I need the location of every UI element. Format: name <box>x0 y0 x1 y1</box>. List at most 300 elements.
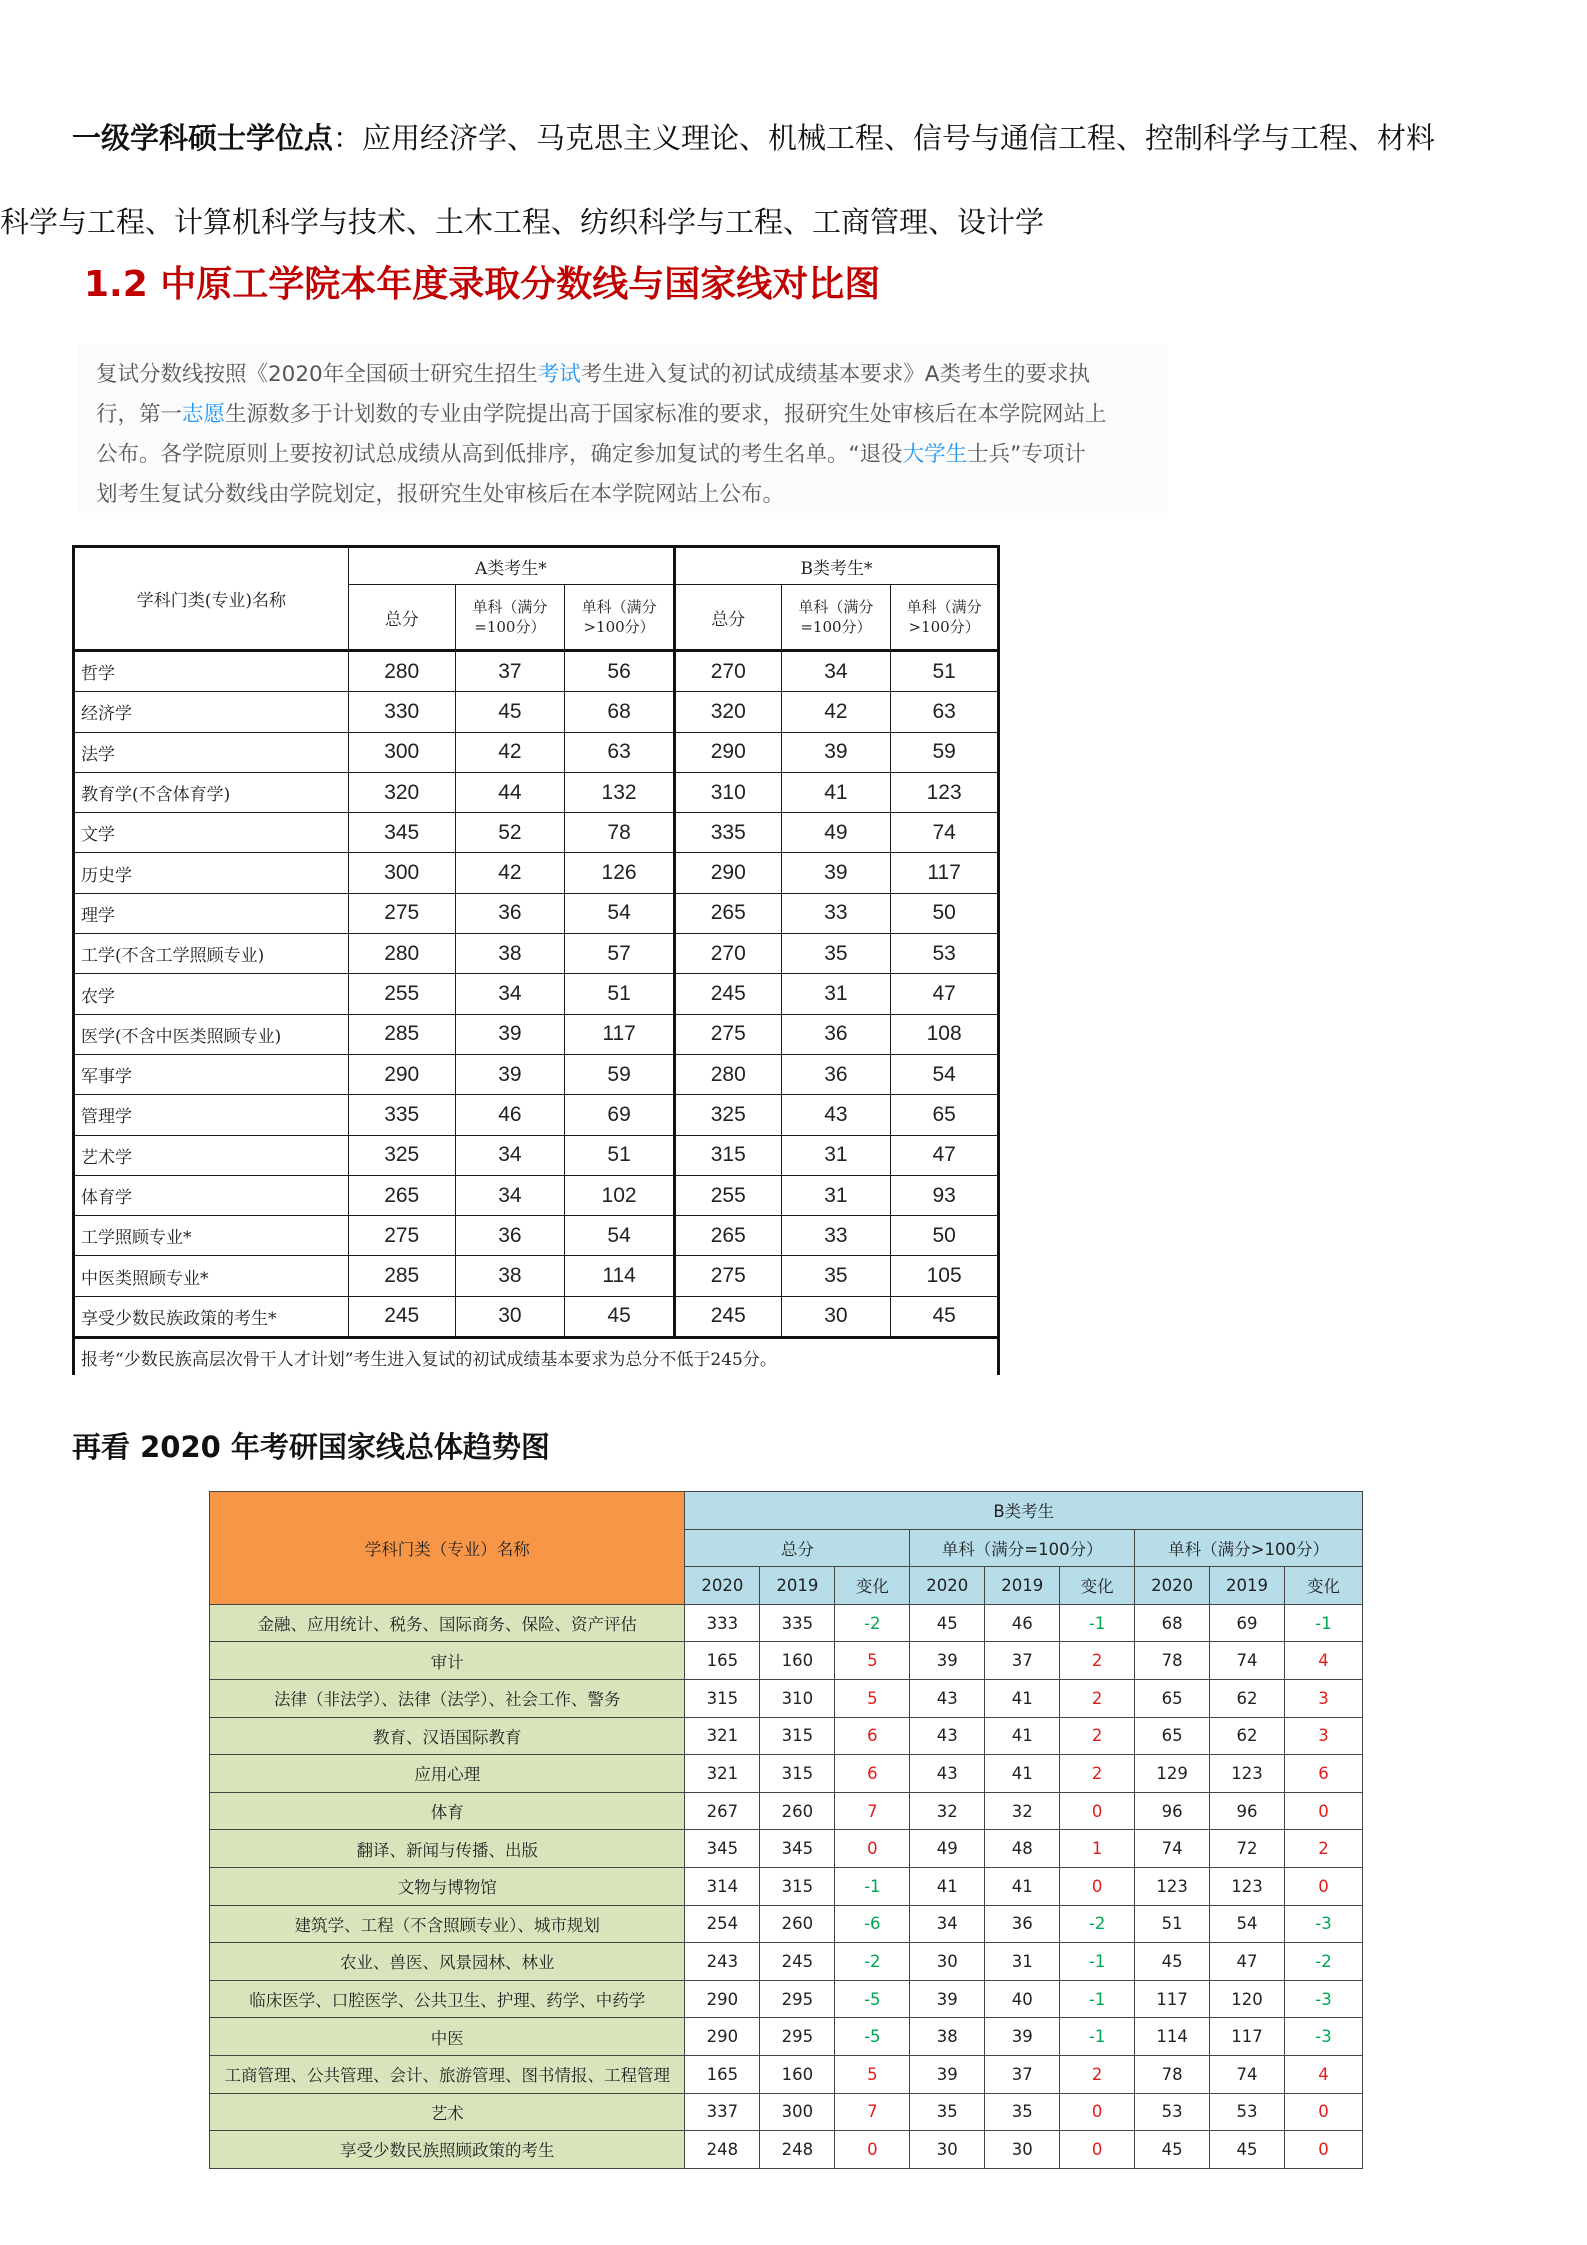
t2-cell-p19: 120 <box>1210 1980 1285 2018</box>
t1-row <box>74 1256 999 1296</box>
score-table-image <box>72 545 1000 1391</box>
t2-cell-p19: 123 <box>1210 1755 1285 1793</box>
t1-cell-a1: 300 <box>348 853 455 893</box>
t2-cell-p20: 74 <box>1135 1830 1210 1868</box>
t2-y2019: 2019 <box>760 1567 835 1605</box>
t2-cell-pc: 2 <box>1285 1830 1363 1868</box>
t1-cell-a2: 36 <box>455 1216 565 1256</box>
t2-change: 变化 <box>1285 1567 1363 1605</box>
t2-cell-p19: 96 <box>1210 1792 1285 1830</box>
t1-cell-b3: 105 <box>891 1256 999 1296</box>
t1-row <box>74 651 999 692</box>
t2-cell-pc: 4 <box>1285 1642 1363 1680</box>
t1-cell-a3: 68 <box>565 692 675 732</box>
t1-cell-b2: 31 <box>781 1175 891 1215</box>
t2-y2019: 2019 <box>985 1567 1060 1605</box>
t2-cell-t19: 260 <box>760 1792 835 1830</box>
t2-cell-sc: 2 <box>1060 2055 1135 2093</box>
t2-cell-s20: 43 <box>910 1755 985 1793</box>
t1-cell-b2: 33 <box>781 1216 891 1256</box>
t2-row <box>210 2131 1363 2169</box>
t2-cell-p20: 53 <box>1135 2093 1210 2131</box>
t2-row <box>210 1717 1363 1755</box>
t2-row <box>210 2018 1363 2056</box>
t2-cell-name: 教育、汉语国际教育 <box>210 1717 685 1755</box>
t2-cell-sc: -1 <box>1060 1604 1135 1642</box>
t1-cell-a1: 290 <box>348 1054 455 1094</box>
t2-cell-p19: 45 <box>1210 2131 1285 2169</box>
t2-cell-sc: 2 <box>1060 1717 1135 1755</box>
t1-sub-s100: 单科（满分=100分） <box>455 585 565 651</box>
t1-cell-name: 体育学 <box>74 1175 349 1215</box>
t1-cell-b1: 335 <box>674 813 781 853</box>
t2-cell-s19: 40 <box>985 1980 1060 2018</box>
t1-cell-a1: 285 <box>348 1014 455 1054</box>
t2-row <box>210 1679 1363 1717</box>
t2-row <box>210 1905 1363 1943</box>
t1-cell-name: 军事学 <box>74 1054 349 1094</box>
t2-cell-s20: 30 <box>910 2131 985 2169</box>
section-title: 1.2 中原工学院本年度录取分数线与国家线对比图 <box>84 264 881 305</box>
t2-cell-pc: -3 <box>1285 1980 1363 2018</box>
t1-cell-b1: 315 <box>674 1135 781 1175</box>
t2-cell-p19: 47 <box>1210 1943 1285 1981</box>
t1-cell-b2: 30 <box>781 1296 891 1337</box>
t1-cell-a2: 44 <box>455 772 565 812</box>
t2-cell-t19: 315 <box>760 1717 835 1755</box>
t2-cell-pc: -1 <box>1285 1604 1363 1642</box>
t2-cell-t19: 345 <box>760 1830 835 1868</box>
t2-cell-t19: 160 <box>760 2055 835 2093</box>
t2-y2020: 2020 <box>1135 1567 1210 1605</box>
t2-cell-pc: 0 <box>1285 2131 1363 2169</box>
t1-cell-b3: 53 <box>891 934 999 974</box>
t2-cell-pc: 0 <box>1285 2093 1363 2131</box>
t2-cell-t20: 165 <box>685 1642 760 1680</box>
t1-row <box>74 813 999 853</box>
t2-cell-p19: 53 <box>1210 2093 1285 2131</box>
intro-paragraph <box>0 96 1587 264</box>
t1-row <box>74 1095 999 1135</box>
t2-cell-s20: 39 <box>910 2055 985 2093</box>
t2-cell-t20: 345 <box>685 1830 760 1868</box>
t1-cell-a2: 39 <box>455 1014 565 1054</box>
t2-cell-tc: -1 <box>835 1867 910 1905</box>
t2-cell-name: 体育 <box>210 1792 685 1830</box>
t1-cell-a3: 78 <box>565 813 675 853</box>
t2-cell-s20: 39 <box>910 1980 985 2018</box>
t1-cell-b2: 39 <box>781 853 891 893</box>
t1-cell-b2: 36 <box>781 1014 891 1054</box>
t2-cell-p19: 74 <box>1210 1642 1285 1680</box>
t1-cell-b1: 270 <box>674 934 781 974</box>
t1-row <box>74 893 999 933</box>
t1-sub-s100p: 单科（满分>100分） <box>565 585 675 651</box>
t2-cell-tc: 6 <box>835 1755 910 1793</box>
t1-cell-a1: 280 <box>348 934 455 974</box>
t2-cell-name: 法律（非法学）、法律（法学）、社会工作、警务 <box>210 1679 685 1717</box>
t1-cell-b3: 123 <box>891 772 999 812</box>
t2-cell-name: 建筑学、工程（不含照顾专业）、城市规划 <box>210 1905 685 1943</box>
t1-cell-b2: 36 <box>781 1054 891 1094</box>
t1-cell-b2: 31 <box>781 1135 891 1175</box>
t2-group-s100: 单科（满分=100分） <box>910 1529 1135 1567</box>
t2-cell-t19: 310 <box>760 1679 835 1717</box>
t1-row <box>74 1296 999 1337</box>
t1-cell-name: 中医类照顾专业* <box>74 1256 349 1296</box>
t1-cell-b3: 63 <box>891 692 999 732</box>
t1-cell-a3: 63 <box>565 732 675 772</box>
t2-cell-p20: 78 <box>1135 2055 1210 2093</box>
t2-row <box>210 1943 1363 1981</box>
t1-sub-total-b: 总分 <box>674 585 781 651</box>
t1-cell-name: 工学照顾专业* <box>74 1216 349 1256</box>
t2-cell-p19: 72 <box>1210 1830 1285 1868</box>
trend-table-image <box>209 1491 1363 2169</box>
t1-cell-name: 理学 <box>74 893 349 933</box>
t2-cell-tc: 6 <box>835 1717 910 1755</box>
t2-cell-tc: 7 <box>835 2093 910 2131</box>
t2-cell-t19: 315 <box>760 1755 835 1793</box>
t2-cell-t20: 290 <box>685 1980 760 2018</box>
t2-cell-t20: 315 <box>685 1679 760 1717</box>
t2-cell-name: 应用心理 <box>210 1755 685 1793</box>
intro-label: 一级学科硕士学位点 <box>72 121 334 155</box>
t2-cell-s19: 39 <box>985 2018 1060 2056</box>
t2-row <box>210 1980 1363 2018</box>
t1-cell-a3: 45 <box>565 1296 675 1337</box>
t2-cell-sc: -1 <box>1060 1943 1135 1981</box>
t1-cell-a1: 275 <box>348 893 455 933</box>
t1-cell-a3: 54 <box>565 1216 675 1256</box>
t2-cell-s19: 37 <box>985 1642 1060 1680</box>
t2-cell-p20: 78 <box>1135 1642 1210 1680</box>
t2-cell-p19: 117 <box>1210 2018 1285 2056</box>
t1-cell-b3: 50 <box>891 893 999 933</box>
t2-cell-name: 临床医学、口腔医学、公共卫生、护理、药学、中药学 <box>210 1980 685 2018</box>
intro-line-2: 科学与工程、计算机科学与技术、土木工程、纺织科学与工程、工商管理、设计学 <box>0 205 1045 239</box>
t1-cell-name: 医学(不含中医类照顾专业) <box>74 1014 349 1054</box>
t2-cell-s20: 41 <box>910 1867 985 1905</box>
t1-cell-b3: 47 <box>891 1135 999 1175</box>
t2-cell-t20: 243 <box>685 1943 760 1981</box>
t2-cell-s20: 34 <box>910 1905 985 1943</box>
t2-cell-t19: 295 <box>760 1980 835 2018</box>
t2-cell-t19: 335 <box>760 1604 835 1642</box>
t1-cell-b3: 74 <box>891 813 999 853</box>
t1-cell-name: 享受少数民族政策的考生* <box>74 1296 349 1337</box>
t2-cell-name: 农业、兽医、风景园林、林业 <box>210 1943 685 1981</box>
t1-sub-s100p-b: 单科（满分>100分） <box>891 585 999 651</box>
t2-row <box>210 1755 1363 1793</box>
t2-cell-tc: -5 <box>835 1980 910 2018</box>
t1-cell-b1: 245 <box>674 974 781 1014</box>
t2-cell-sc: -1 <box>1060 2018 1135 2056</box>
t1-cell-a2: 52 <box>455 813 565 853</box>
t2-cell-s19: 48 <box>985 1830 1060 1868</box>
t2-row <box>210 1792 1363 1830</box>
t2-cell-t20: 321 <box>685 1717 760 1755</box>
t1-sub-s100-b: 单科（满分=100分） <box>781 585 891 651</box>
t1-cell-b2: 41 <box>781 772 891 812</box>
t1-cell-a1: 335 <box>348 1095 455 1135</box>
t2-cell-s19: 36 <box>985 1905 1060 1943</box>
t2-cell-s19: 41 <box>985 1679 1060 1717</box>
t2-cell-t20: 267 <box>685 1792 760 1830</box>
t1-cell-b3: 54 <box>891 1054 999 1094</box>
t1-cell-a2: 45 <box>455 692 565 732</box>
t1-cell-b1: 280 <box>674 1054 781 1094</box>
t2-cell-s20: 43 <box>910 1717 985 1755</box>
t1-cell-b2: 43 <box>781 1095 891 1135</box>
t1-cell-b3: 117 <box>891 853 999 893</box>
t1-sub-total: 总分 <box>348 585 455 651</box>
t2-cell-t20: 333 <box>685 1604 760 1642</box>
t2-cell-p20: 45 <box>1135 2131 1210 2169</box>
t1-cell-name: 经济学 <box>74 692 349 732</box>
intro-text-1: 应用经济学、马克思主义理论、机械工程、信号与通信工程、控制科学与工程、材料 <box>362 121 1436 155</box>
t1-cell-a3: 126 <box>565 853 675 893</box>
t2-y2020: 2020 <box>685 1567 760 1605</box>
score-table <box>72 545 1000 1375</box>
t2-cell-s20: 39 <box>910 1642 985 1680</box>
t2-cell-t20: 290 <box>685 2018 760 2056</box>
link-kaoshi[interactable]: 考试 <box>537 362 581 387</box>
t1-cell-b1: 290 <box>674 853 781 893</box>
t1-cell-a2: 38 <box>455 934 565 974</box>
t2-cell-p20: 129 <box>1135 1755 1210 1793</box>
trend-title: 再看 2020 年考研国家线总体趋势图 <box>72 1430 550 1464</box>
t1-cell-a2: 34 <box>455 974 565 1014</box>
t1-cell-b2: 34 <box>781 651 891 692</box>
t1-cell-b3: 51 <box>891 651 999 692</box>
t1-head-b: B类考生* <box>674 547 998 585</box>
t1-cell-a3: 57 <box>565 934 675 974</box>
t1-cell-a2: 46 <box>455 1095 565 1135</box>
t2-cell-tc: -2 <box>835 1943 910 1981</box>
t2-cell-p20: 123 <box>1135 1867 1210 1905</box>
t1-cell-a3: 56 <box>565 651 675 692</box>
t2-cell-p20: 51 <box>1135 1905 1210 1943</box>
t2-cell-tc: 7 <box>835 1792 910 1830</box>
t2-cell-s19: 30 <box>985 2131 1060 2169</box>
t2-cell-s19: 31 <box>985 1943 1060 1981</box>
t1-cell-b1: 310 <box>674 772 781 812</box>
t2-group-total: 总分 <box>685 1529 910 1567</box>
t2-cell-tc: 5 <box>835 1679 910 1717</box>
link-daxuesheng[interactable]: 大学生 <box>902 442 968 467</box>
t2-cell-tc: 5 <box>835 2055 910 2093</box>
t2-cell-p20: 65 <box>1135 1679 1210 1717</box>
t1-cell-b1: 245 <box>674 1296 781 1337</box>
t1-cell-b2: 49 <box>781 813 891 853</box>
t1-row <box>74 1216 999 1256</box>
t2-cell-name: 享受少数民族照顾政策的考生 <box>210 2131 685 2169</box>
t2-group-s100p: 单科（满分>100分） <box>1135 1529 1363 1567</box>
t2-cell-s20: 38 <box>910 2018 985 2056</box>
t1-cell-b2: 31 <box>781 974 891 1014</box>
t2-cell-tc: 0 <box>835 2131 910 2169</box>
t2-cell-sc: 0 <box>1060 2131 1135 2169</box>
t1-cell-b3: 108 <box>891 1014 999 1054</box>
t1-cell-name: 工学(不含工学照顾专业) <box>74 934 349 974</box>
t2-cell-t20: 254 <box>685 1905 760 1943</box>
t1-row <box>74 772 999 812</box>
t2-cell-tc: -2 <box>835 1604 910 1642</box>
t2-cell-p20: 96 <box>1135 1792 1210 1830</box>
t1-head-a: A类考生* <box>348 547 674 585</box>
t1-cell-a2: 30 <box>455 1296 565 1337</box>
t2-cell-name: 文物与博物馆 <box>210 1867 685 1905</box>
t2-cell-t19: 248 <box>760 2131 835 2169</box>
t2-cell-p19: 74 <box>1210 2055 1285 2093</box>
t2-cell-name: 金融、应用统计、税务、国际商务、保险、资产评估 <box>210 1604 685 1642</box>
t1-row <box>74 1054 999 1094</box>
t2-cell-pc: -3 <box>1285 1905 1363 1943</box>
t1-cell-a3: 69 <box>565 1095 675 1135</box>
t1-cell-b3: 47 <box>891 974 999 1014</box>
t1-cell-b2: 35 <box>781 1256 891 1296</box>
t1-cell-a3: 51 <box>565 1135 675 1175</box>
t1-cell-a3: 132 <box>565 772 675 812</box>
t1-cell-b1: 265 <box>674 1216 781 1256</box>
link-zhiyuan[interactable]: 志愿 <box>182 402 226 427</box>
t2-cell-s20: 32 <box>910 1792 985 1830</box>
t2-y2019: 2019 <box>1210 1567 1285 1605</box>
t2-cell-sc: 0 <box>1060 1792 1135 1830</box>
t2-cell-pc: 6 <box>1285 1755 1363 1793</box>
t1-cell-name: 文学 <box>74 813 349 853</box>
t2-cell-t20: 314 <box>685 1867 760 1905</box>
t1-cell-a1: 265 <box>348 1175 455 1215</box>
t1-cell-a2: 42 <box>455 853 565 893</box>
t1-cell-a3: 51 <box>565 974 675 1014</box>
t2-cell-p20: 114 <box>1135 2018 1210 2056</box>
t1-cell-a2: 34 <box>455 1175 565 1215</box>
t1-cell-b1: 275 <box>674 1014 781 1054</box>
t2-cell-sc: 2 <box>1060 1755 1135 1793</box>
t2-cell-t19: 160 <box>760 1642 835 1680</box>
t2-cell-tc: -6 <box>835 1905 910 1943</box>
t2-cell-pc: 3 <box>1285 1679 1363 1717</box>
t2-cell-s19: 41 <box>985 1717 1060 1755</box>
t1-cell-a1: 320 <box>348 772 455 812</box>
t2-row <box>210 2055 1363 2093</box>
t2-cell-t20: 248 <box>685 2131 760 2169</box>
t2-cell-t19: 295 <box>760 2018 835 2056</box>
t1-note: 报考“少数民族高层次骨干人才计划”考生进入复试的初试成绩基本要求为总分不低于245分。 <box>74 1338 999 1376</box>
t2-cell-t19: 300 <box>760 2093 835 2131</box>
t2-cell-pc: 0 <box>1285 1792 1363 1830</box>
t1-cell-a1: 255 <box>348 974 455 1014</box>
t2-cell-t20: 337 <box>685 2093 760 2131</box>
t1-cell-a3: 54 <box>565 893 675 933</box>
t1-cell-a2: 34 <box>455 1135 565 1175</box>
t2-row <box>210 1604 1363 1642</box>
quote-image: 复试分数线按照《2020年全国硕士研究生招生考试考生进入复试的初试成绩基本要求》A类考生的要求执 行，第一志愿生源数多于计划数的专业由学院提出高于国家标准的要求，报研究生处审核后在本学院网站上 公布。各学院原则上要按初试总成绩从高到低排序，确定参加复试的考生名单。“退役大学生士兵”专项计 划考生复试分数线由学院划定，报研究生处审核后在本学院网站上公布。 <box>78 345 1168 513</box>
t2-cell-name: 艺术 <box>210 2093 685 2131</box>
t2-cell-p19: 62 <box>1210 1717 1285 1755</box>
intro-line-1: 一级学科硕士学位点：应用经济学、马克思主义理论、机械工程、信号与通信工程、控制科学与工程、材料 <box>72 121 1436 155</box>
t2-cell-pc: -2 <box>1285 1943 1363 1981</box>
t1-cell-a3: 102 <box>565 1175 675 1215</box>
t1-cell-a3: 114 <box>565 1256 675 1296</box>
t1-row <box>74 1175 999 1215</box>
t2-cell-tc: -5 <box>835 2018 910 2056</box>
t2-cell-p19: 123 <box>1210 1867 1285 1905</box>
t2-cell-s19: 41 <box>985 1755 1060 1793</box>
t1-cell-a2: 38 <box>455 1256 565 1296</box>
t1-cell-b2: 42 <box>781 692 891 732</box>
t1-cell-a1: 300 <box>348 732 455 772</box>
t2-cell-tc: 0 <box>835 1830 910 1868</box>
t2-cell-pc: 0 <box>1285 1867 1363 1905</box>
t1-cell-b2: 39 <box>781 732 891 772</box>
t1-cell-a2: 42 <box>455 732 565 772</box>
t1-cell-name: 哲学 <box>74 651 349 692</box>
t1-cell-b3: 45 <box>891 1296 999 1337</box>
t1-cell-b1: 255 <box>674 1175 781 1215</box>
t1-cell-a3: 59 <box>565 1054 675 1094</box>
t2-cell-s19: 37 <box>985 2055 1060 2093</box>
t2-cell-s20: 35 <box>910 2093 985 2131</box>
t1-cell-b3: 59 <box>891 732 999 772</box>
t1-row <box>74 1014 999 1054</box>
t2-cell-p19: 54 <box>1210 1905 1285 1943</box>
t1-cell-b1: 275 <box>674 1256 781 1296</box>
trend-table <box>209 1491 1363 2169</box>
t1-cell-b1: 265 <box>674 893 781 933</box>
t2-row <box>210 1867 1363 1905</box>
t1-cell-b1: 270 <box>674 651 781 692</box>
t1-cell-name: 农学 <box>74 974 349 1014</box>
t1-cell-b3: 93 <box>891 1175 999 1215</box>
t2-head-b: B类考生 <box>685 1492 1363 1530</box>
t1-cell-name: 艺术学 <box>74 1135 349 1175</box>
t1-cell-b3: 50 <box>891 1216 999 1256</box>
t2-cell-t19: 245 <box>760 1943 835 1981</box>
t1-row <box>74 1135 999 1175</box>
t2-cell-sc: -2 <box>1060 1905 1135 1943</box>
t1-cell-a1: 330 <box>348 692 455 732</box>
t2-cell-t19: 260 <box>760 1905 835 1943</box>
t2-cell-p19: 62 <box>1210 1679 1285 1717</box>
t2-cell-pc: 4 <box>1285 2055 1363 2093</box>
t2-cell-name: 工商管理、公共管理、会计、旅游管理、图书情报、工程管理 <box>210 2055 685 2093</box>
t1-cell-a1: 345 <box>348 813 455 853</box>
t2-cell-s20: 43 <box>910 1679 985 1717</box>
t1-cell-b1: 320 <box>674 692 781 732</box>
t2-cell-p19: 69 <box>1210 1604 1285 1642</box>
t1-cell-name: 法学 <box>74 732 349 772</box>
t2-cell-sc: 0 <box>1060 1867 1135 1905</box>
t2-cell-pc: -3 <box>1285 2018 1363 2056</box>
t2-head-name: 学科门类（专业）名称 <box>210 1492 685 1605</box>
t2-cell-t20: 165 <box>685 2055 760 2093</box>
t1-cell-a2: 39 <box>455 1054 565 1094</box>
t2-change: 变化 <box>835 1567 910 1605</box>
t2-cell-p20: 68 <box>1135 1604 1210 1642</box>
t1-row <box>74 853 999 893</box>
t2-row <box>210 1642 1363 1680</box>
t2-cell-s19: 46 <box>985 1604 1060 1642</box>
t2-cell-t20: 321 <box>685 1755 760 1793</box>
t2-cell-s19: 32 <box>985 1792 1060 1830</box>
t2-cell-s19: 41 <box>985 1867 1060 1905</box>
t2-cell-sc: 1 <box>1060 1830 1135 1868</box>
t1-row <box>74 692 999 732</box>
t1-cell-b2: 33 <box>781 893 891 933</box>
